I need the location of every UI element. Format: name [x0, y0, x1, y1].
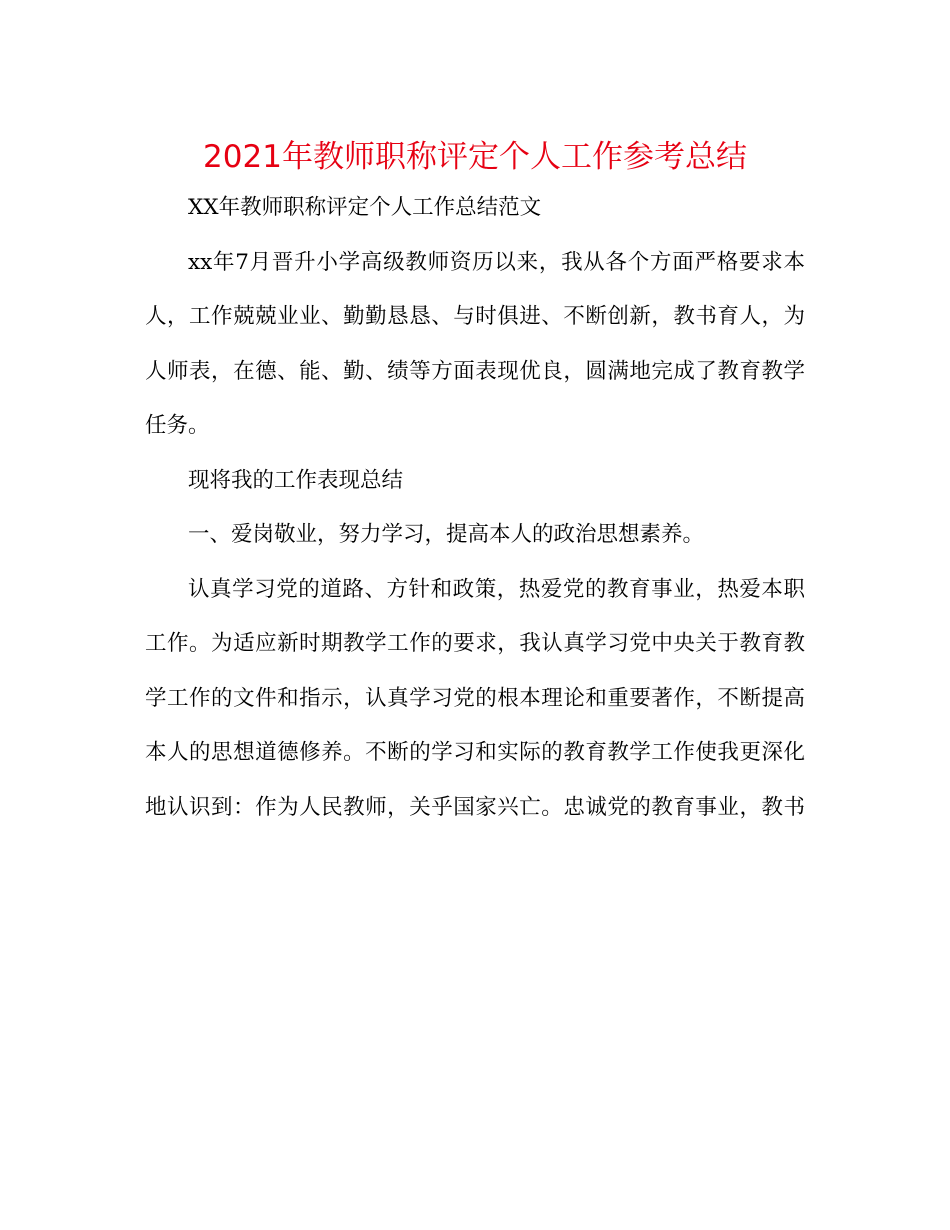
body-line: xx年7月晋升小学高级教师资历以来，我从各个方面严格要求本: [188, 249, 805, 275]
body-line: 人师表，在德、能、勤、绩等方面表现优良，圆满地完成了教育教学: [145, 358, 805, 384]
body-line: 本人的思想道德修养。不断的学习和实际的教育教学工作使我更深化: [145, 740, 805, 765]
body-line: 学工作的文件和指示，认真学习党的根本理论和重要著作，不断提高: [145, 685, 805, 711]
body-line: 任务。: [145, 413, 210, 438]
body-line: 人，工作兢兢业业、勤勤恳恳、与时俱进、不断创新，教书育人，为: [145, 304, 805, 329]
body-line: 工作。为适应新时期教学工作的要求，我认真学习党中央关于教育教: [145, 631, 805, 656]
document-body: [145, 181, 805, 835]
document-title: 2021年教师职称评定个人工作参考总结: [203, 139, 747, 175]
body-line: 一、爱岗敬业，努力学习，提高本人的政治思想素养。: [188, 522, 705, 547]
body-line: 认真学习党的道路、方针和政策，热爱党的教育事业，热爱本职: [188, 576, 805, 602]
body-line: 地认识到：作为人民教师，关乎国家兴亡。忠诚党的教育事业，教书: [145, 794, 805, 820]
body-line: 现将我的工作表现总结: [188, 467, 404, 493]
body-line: XX年教师职称评定个人工作总结范文: [188, 195, 542, 220]
